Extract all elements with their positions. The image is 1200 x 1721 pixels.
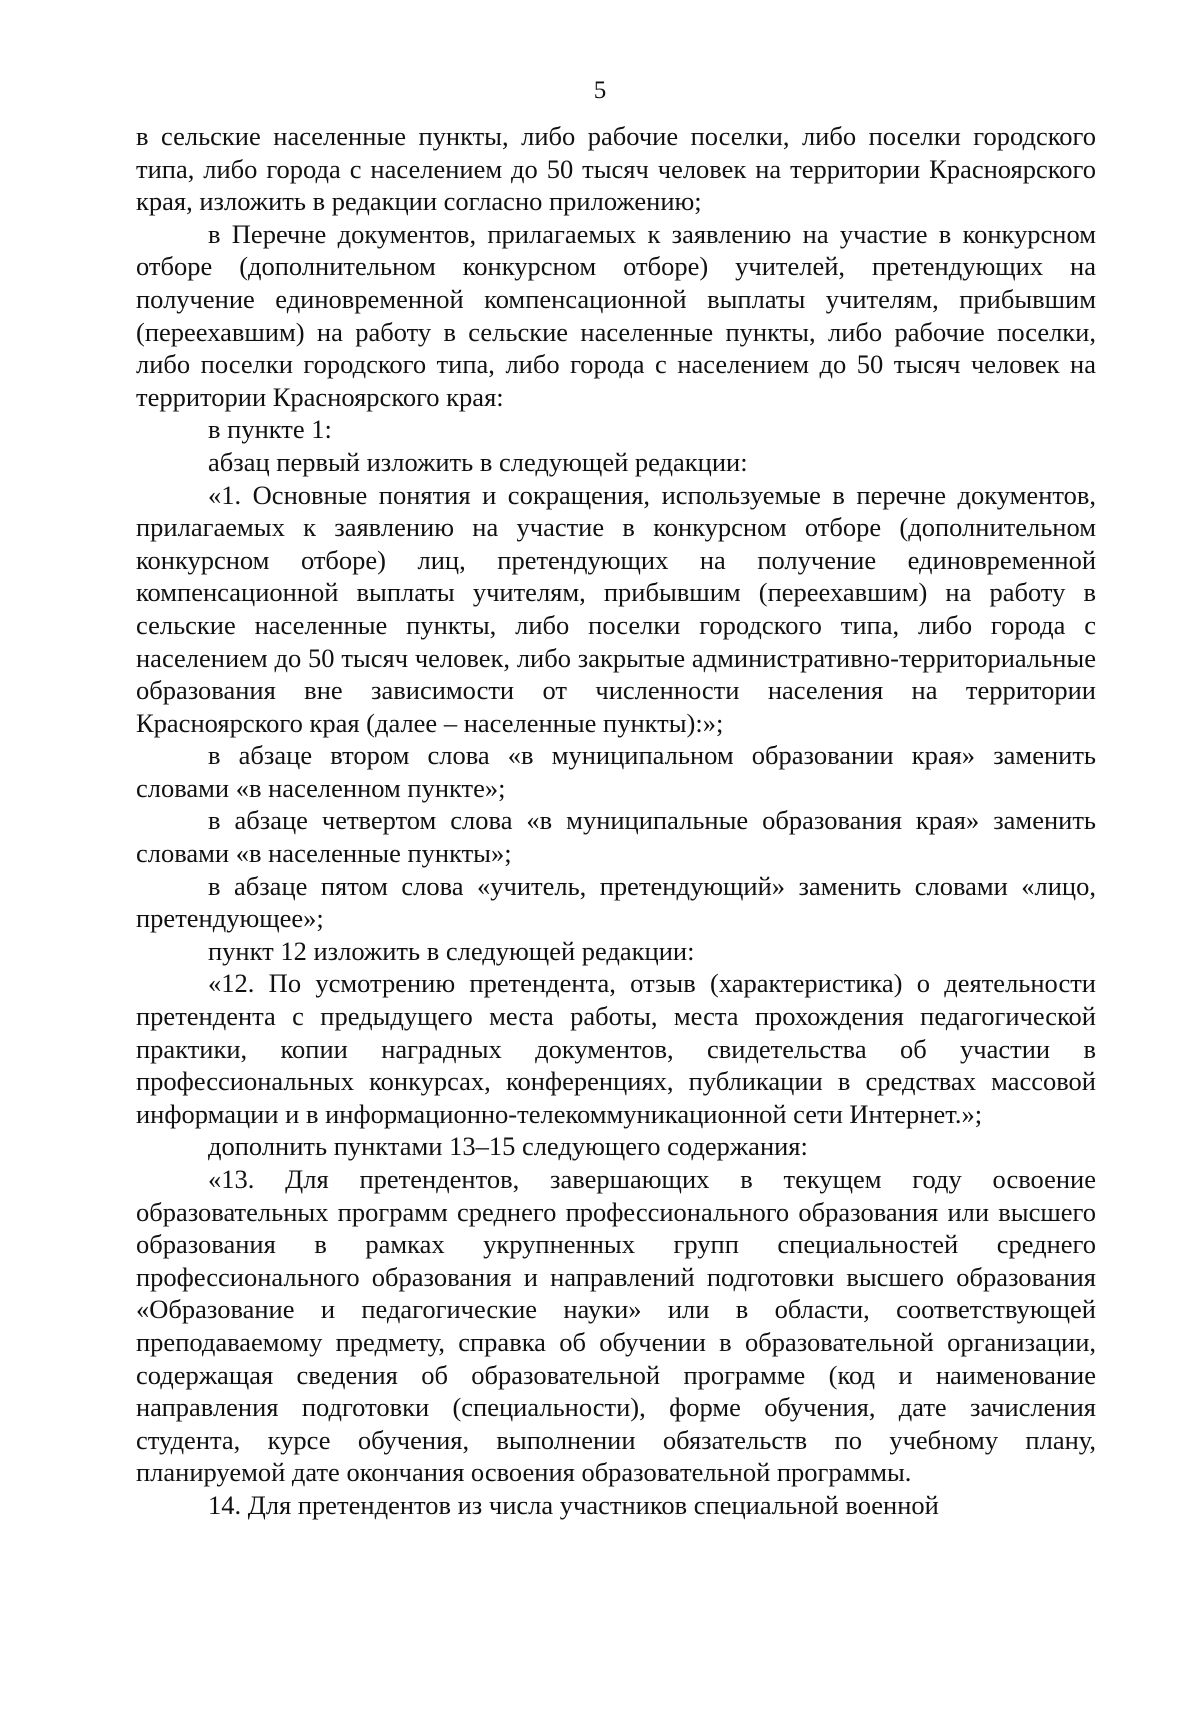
paragraph: абзац первый изложить в следующей редакции: [208, 446, 748, 477]
paragraph: в Перечне документов, прилагаемых к заявлению на участие в конкурсном отборе (дополнительном конкурсном отборе) учителей, претендующих на получение единовременной компенсационной выплаты учителям, прибывшим (переехавшим) на работу в сельские населенные пункты, либо рабочие поселки, либо поселки городского типа, либо города с населением до 50 тысяч человек на территории Красноярского края: [136, 218, 1096, 412]
page-number: 5 [593, 77, 607, 104]
paragraph: «12. По усмотрению претендента, отзыв (характеристика) о деятельности претендента с предыдущего места работы, места прохождения педагогической практики, копии наградных документов, свидетельства об участии в профессиональных конкурсах, конференциях, публикации в средствах массовой информации и в информационно-телекоммуникационной сети Интернет.»; [136, 968, 1096, 1129]
paragraph: в абзаце пятом слова «учитель, претендующий» заменить словами «лицо, претендующее»; [136, 870, 1096, 934]
document-body [136, 120, 1096, 1522]
paragraph: «1. Основные понятия и сокращения, используемые в перечне документов, прилагаемых к заявлению на участие в конкурсном отборе (дополнительном конкурсном отборе) лиц, претендующих на получение единовременной компенсационной выплаты учителям, прибывшим (переехавшим) на работу в сельские населенные пункты, либо поселки городского типа, либо города с населением до 50 тысяч человек, либо закрытые административно-территориальные образования вне зависимости от численности населения на территории Красноярского края (далее – населенные пункты):»; [136, 479, 1096, 738]
paragraph: в абзаце четвертом слова «в муниципальные образования края» заменить словами «в населенные пункты»; [136, 805, 1096, 869]
paragraph: в сельские населенные пункты, либо рабочие поселки, либо поселки городского типа, либо города с населением до 50 тысяч человек на территории Красноярского края, изложить в редакции согласно приложению; [136, 121, 1096, 217]
paragraph: в абзаце втором слова «в муниципальном образовании края» заменить словами «в населенном пункте»; [136, 740, 1096, 803]
paragraph: 14. Для претендентов из числа участников специальной военной [208, 1489, 939, 1520]
paragraph: дополнить пунктами 13–15 следующего содержания: [208, 1131, 808, 1162]
paragraph: в пункте 1: [208, 414, 332, 445]
paragraph: пункт 12 изложить в следующей редакции: [208, 935, 695, 966]
paragraph: «13. Для претендентов, завершающих в текущем году освоение образовательных программ среднего профессионального образования или высшего образования в рамках укрупненных групп специальностей среднего профессионального образования и направлений подготовки высшего образования «Образование и педагогические науки» или в области, соответствующей преподаваемому предмету, справка об обучении в образовательной организации, содержащая сведения об образовательной программе (код и наименование направления подготовки (специальности), форме обучения, дате зачисления студента, курсе обучения, выполнении обязательств по учебному плану, планируемой дате окончания освоения образовательной программы. [136, 1164, 1096, 1488]
